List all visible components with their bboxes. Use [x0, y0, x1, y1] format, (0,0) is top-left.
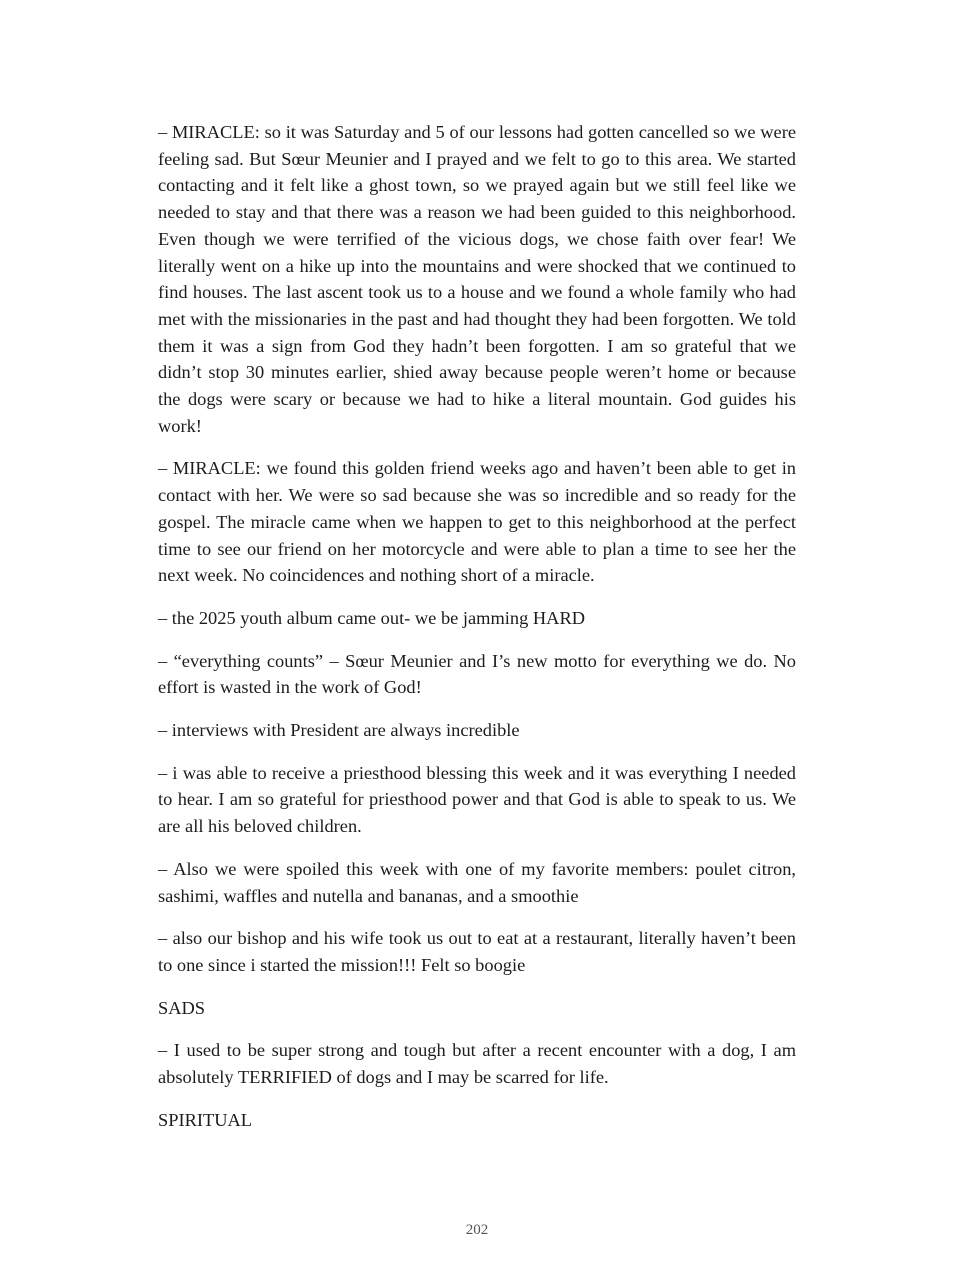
paragraph-spoiled-members: – Also we were spoiled this week with one of my favorite members: poulet citron, sashimi, waffles and nutella and bananas, and a smoothie — [158, 858, 796, 906]
paragraph-restaurant: – also our bishop and his wife took us out to eat at a restaurant, literally haven’t been to one since i started the mission!!! Felt so boogie — [158, 928, 796, 975]
paragraph-dog-encounter: – I used to be super strong and tough but after a recent encounter with a dog, I am absolutely TERRIFIED of dogs and I may be scarred for life. — [158, 1040, 796, 1088]
paragraph-everything-counts: – “everything counts” – Sœur Meunier and I’s new motto for everything we do. No effort is wasted in the work of God! — [158, 650, 796, 698]
page-number: 202 — [465, 1222, 489, 1238]
paragraph-miracle-saturday: – MIRACLE: so it was Saturday and 5 of our lessons had gotten cancelled so we were feeling sad. But Sœur Meunier and I prayed and we felt to go to this area. We started contacting and it felt like a ghost town, so we prayed again but we still feel like we needed to stay and that there was a reason we had been guided to this neighborhood. Even though we were terrified of the vicious dogs, we chose faith over fear! We literally went on a hike up into the mountains and were shocked that we continued to find houses. The last ascent took us to a house and we found a whole family who had met with the missionaries in the past and had thought they had been forgotten. We told them it was a sign from God they hadn’t been forgotten. I am so grateful that we didn’t stop 30 minutes earlier, shied away because people weren’t home or because the dogs were scary or because we had to hike a literal mountain. God guides his work! — [158, 122, 796, 436]
paragraph-priesthood-blessing: – i was able to receive a priesthood blessing this week and it was everything I needed to hear. I am so grateful for priesthood power and that God is able to speak to us. We are all his beloved children. — [158, 762, 796, 837]
body-text — [158, 119, 796, 1150]
heading-spiritual: SPIRITUAL — [158, 1109, 253, 1130]
paragraph-interviews: – interviews with President are always incredible — [158, 720, 520, 741]
heading-sads: SADS — [158, 997, 206, 1018]
paragraph-miracle-golden-friend: – MIRACLE: we found this golden friend weeks ago and haven’t been able to get in contact with her. We were so sad because she was so incredible and so ready for the gospel. The miracle came when we happen to get to this neighborhood at the perfect time to see our friend on her motorcycle and were able to plan a time to see her the next week. No coincidences and nothing short of a miracle. — [158, 458, 796, 586]
paragraph-youth-album: – the 2025 youth album came out- we be jamming HARD — [158, 607, 585, 628]
